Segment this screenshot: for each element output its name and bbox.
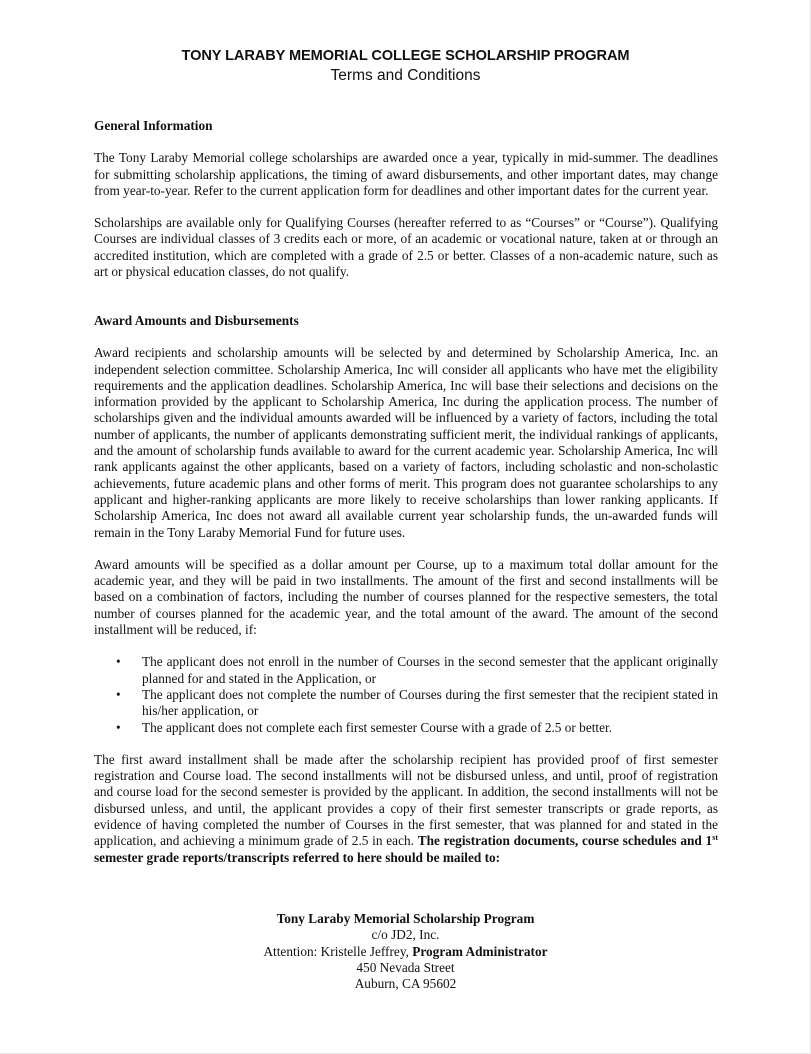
address-city-state-zip: Auburn, CA 95602 xyxy=(354,976,457,992)
document-subtitle: Terms and Conditions xyxy=(330,67,481,84)
general-paragraph-2: Scholarships are available only for Qualifying Courses (hereafter referred to as “Courses” or “Course”). Qualifying Courses are individual classes of 3 credits each or more, of an academic or vocational nature, taken at or through an accredited institution, which are completed with a grade of 2.5 or better. Classes of a non-academic nature, such as art or physical education classes, do not qualify. xyxy=(94,215,718,280)
address-street: 450 Nevada Street xyxy=(356,959,455,975)
award-paragraph-3: The first award installment shall be made after the scholarship recipient has provided proof of first semester registration and Course load. The second installments will not be disbursed unless, and until, proof of registration and course load for the second semester is provided by the applicant. In addition, the second installments will not be disbursed unless, and until, the applicant provides a copy of their first semester transcripts or grade reports, as evidence of having completed the number of Courses in the first semester, that was planned for and stated in the application, and achieving a minimum grade of 2.5 in each. The registration documents, course schedules and 1st semester grade reports/transcripts referred to here should be mailed to: xyxy=(94,751,718,865)
award-paragraph-2: Award amounts will be specified as a dollar amount per Course, up to a maximum total dollar amount for the academic year, and they will be paid in two installments. The amount of the first and second installments will be based on a combination of factors, including the number of courses planned for the respective semesters, the total number of courses planned for the academic year, and the total amount of the award. The amount of the second installment will be reduced, if: xyxy=(94,556,718,638)
document-title: TONY LARABY MEMORIAL COLLEGE SCHOLARSHIP PROGRAM xyxy=(181,48,630,64)
award-section xyxy=(94,313,718,866)
section-heading-general: General Information xyxy=(94,118,213,133)
award-paragraph-1: Award recipients and scholarship amounts will be selected by and determined by Scholarship America, Inc. an independent selection committee. Scholarship America, Inc will consider all applicants who have met the eligibility requirements and the application deadlines. Scholarship America, Inc will base their selections and decisions on the information provided by the applicant to Scholarship America, Inc during the application process. The number of scholarships given and the individual amounts awarded will be influenced by a variety of factors, including the total number of applicants, the number of applicants demonstrating sufficient merit, the individual rankings of applicants, and the amount of scholarship funds available to award for the current academic year. Scholarship America, Inc will rank applicants against the other applicants, based on a variety of factors, including scholastic and non-scholastic achievements, future academic plans and other forms of merit. This program does not guarantee scholarships to any applicant and higher-ranking applicants are more likely to receive scholarships than lower ranking applicants. If Scholarship America, Inc does not award all available current year scholarship funds, the un-awarded funds will remain in the Tony Laraby Memorial Fund for future uses. xyxy=(94,345,718,540)
reduction-conditions-list xyxy=(94,654,718,735)
bullet-icon: • xyxy=(116,686,121,702)
address-organization: Tony Laraby Memorial Scholarship Program xyxy=(276,911,535,926)
list-item: • The applicant does not complete each first semester Course with a grade of 2.5 or better. xyxy=(116,719,613,735)
address-attention: Attention: Kristelle Jeffrey, Program Administrator xyxy=(263,943,548,959)
list-item: • The applicant does not enroll in the number of Courses in the second semester that the applicant originally planned for and stated in the Application, or xyxy=(116,654,718,686)
general-information-section xyxy=(94,118,718,280)
list-item: • The applicant does not complete the number of Courses during the first semester that the recipient stated in his/her application, or xyxy=(116,686,718,719)
address-care-of: c/o JD2, Inc. xyxy=(371,927,440,943)
bullet-icon: • xyxy=(116,654,121,670)
section-heading-award: Award Amounts and Disbursements xyxy=(94,313,299,328)
general-paragraph-1: The Tony Laraby Memorial college scholarships are awarded once a year, typically in mid-summer. The deadlines for submitting scholarship applications, the timing of award disbursements, and other important dates, may change from year-to-year. Refer to the current application form for deadlines and other important dates for the current year. xyxy=(94,150,718,198)
bullet-icon: • xyxy=(116,719,121,735)
mailing-address xyxy=(0,911,811,992)
